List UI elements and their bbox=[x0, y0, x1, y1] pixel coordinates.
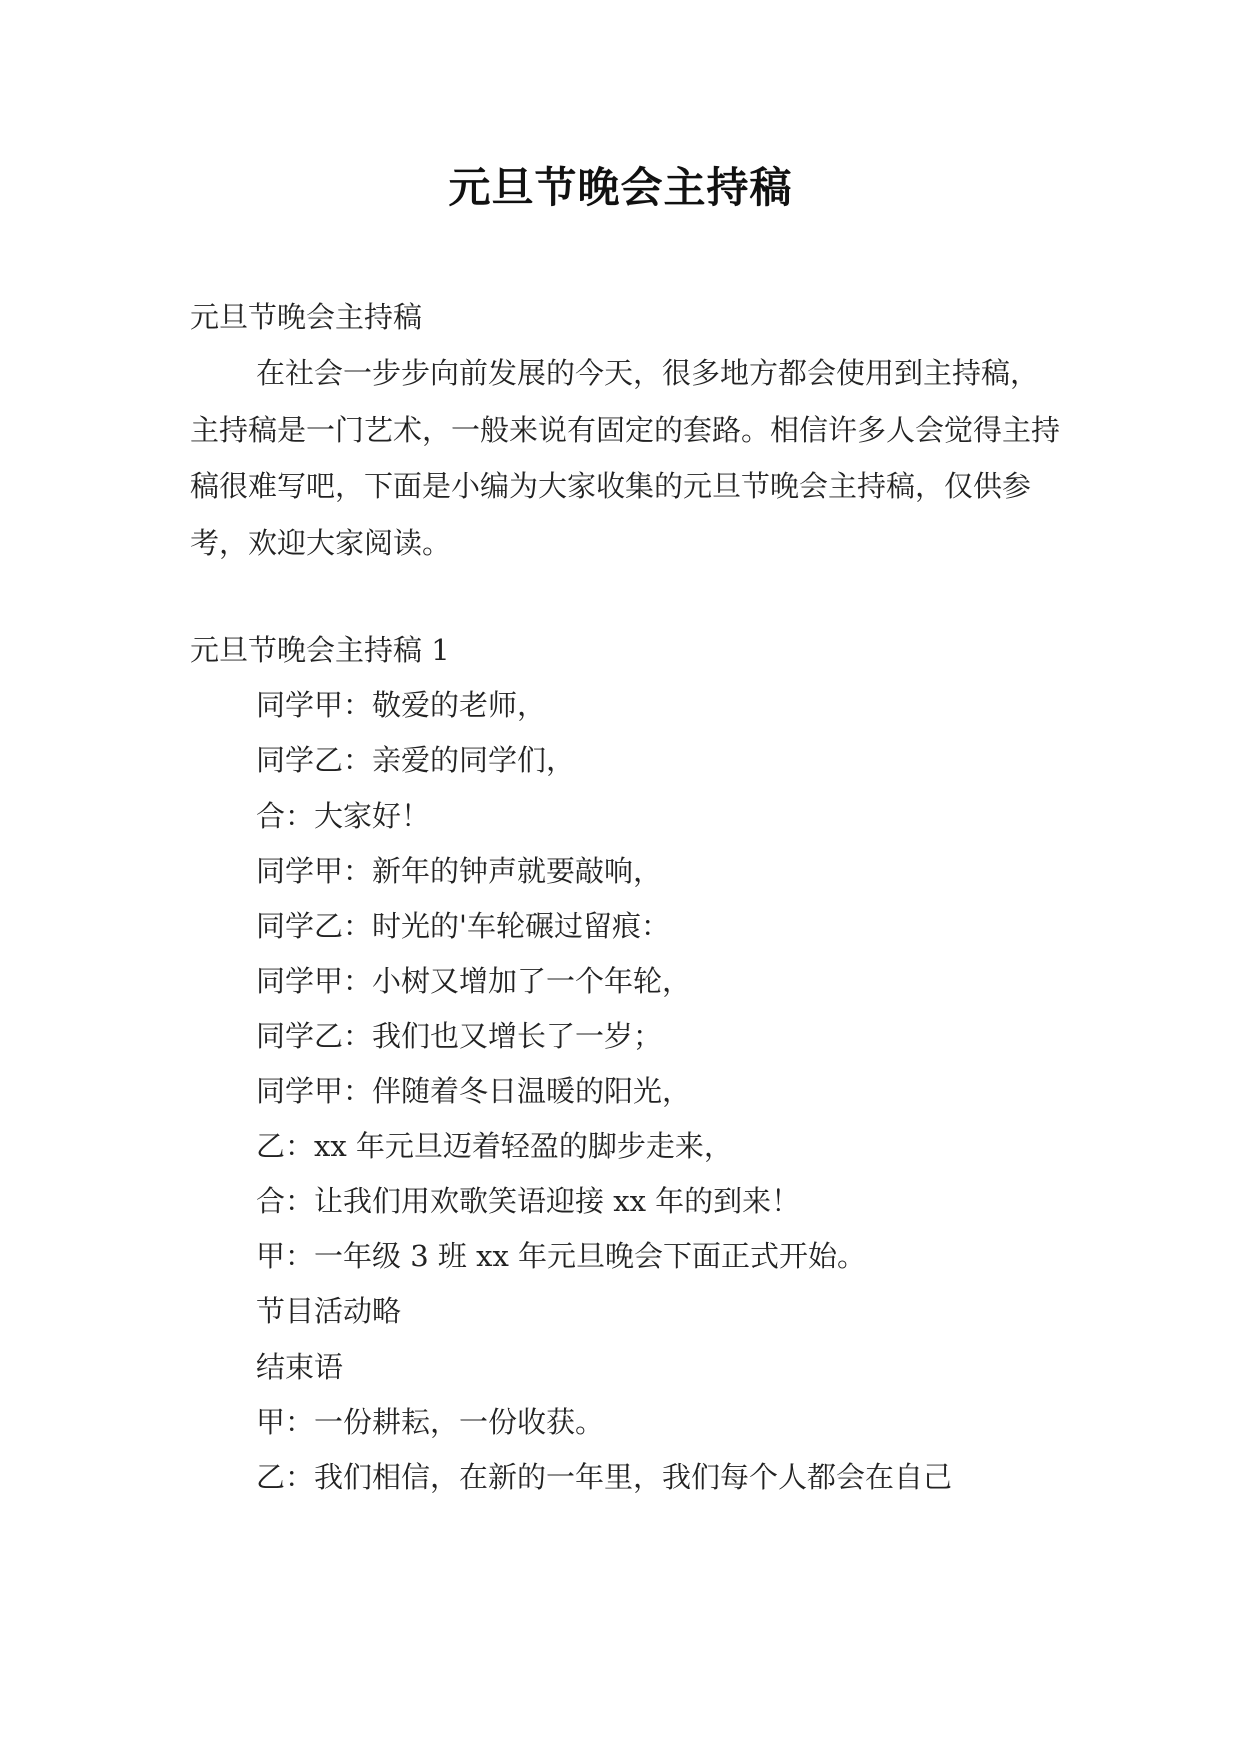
script-line: 甲：一年级 3 班 xx 年元旦晚会下面正式开始。 bbox=[256, 1239, 867, 1274]
script-line: 结束语 bbox=[256, 1349, 344, 1384]
script-line: 同学乙：我们也又增长了一岁； bbox=[256, 1018, 663, 1053]
script-line: 乙：xx 年元旦迈着轻盈的脚步走来， bbox=[256, 1129, 733, 1164]
script-line: 甲：一份耕耘，一份收获。 bbox=[256, 1404, 605, 1439]
script-line: 同学甲：小树又增加了一个年轮， bbox=[256, 963, 692, 998]
script-line: 同学甲：新年的钟声就要敲响， bbox=[256, 853, 663, 888]
document-body bbox=[190, 290, 1060, 1505]
script-line: 节目活动略 bbox=[256, 1294, 402, 1329]
intro-paragraph: 在社会一步步向前发展的今天，很多地方都会使用到主持稿，主持稿是一门艺术，一般来说有固定的套路。相信许多人会觉得主持稿很难写吧，下面是小编为大家收集的元旦节晚会主持稿，仅供参考，欢迎大家阅读。 bbox=[190, 356, 1061, 560]
script-line: 同学甲：敬爱的老师， bbox=[256, 688, 547, 723]
script-line: 同学乙：亲爱的同学们， bbox=[256, 743, 576, 778]
script-line: 合：大家好！ bbox=[256, 798, 431, 833]
script-line: 同学甲：伴随着冬日温暖的阳光， bbox=[256, 1074, 692, 1109]
document-title: 元旦节晚会主持稿 bbox=[448, 163, 793, 212]
script-line: 乙：我们相信，在新的一年里，我们每个人都会在自己 bbox=[256, 1459, 953, 1494]
script-line: 合：让我们用欢歌笑语迎接 xx 年的到来！ bbox=[256, 1184, 801, 1219]
script-section-title: 元旦节晚会主持稿 1 bbox=[190, 633, 450, 668]
section-heading: 元旦节晚会主持稿 bbox=[190, 300, 423, 334]
script-line: 同学乙：时光的'车轮碾过留痕： bbox=[256, 908, 670, 943]
